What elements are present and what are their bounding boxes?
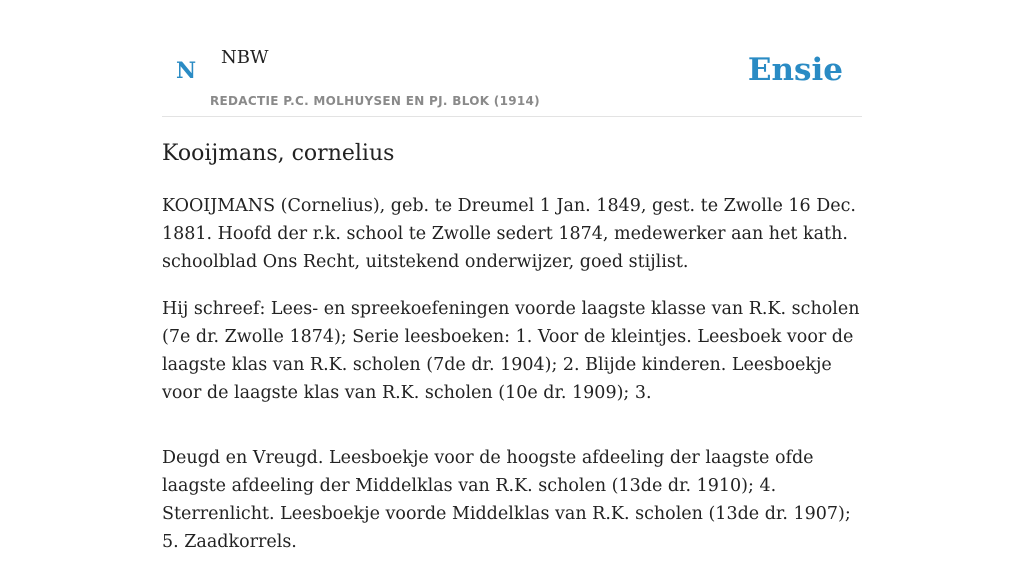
brand-logo-link[interactable]: Ensie: [747, 52, 843, 88]
article-paragraph: Hij schreef: Lees- en spreekoefeningen voorde laagste klasse van R.K. scholen (7e dr. Zwolle 1874); Serie leesboeken: 1. Voor de kleintjes. Leesboek voor de laagste klas van R.K. scholen (7de dr. 1904); 2. Blijde kinderen. Leesboekje voor de laagste klas van R.K. scholen (10e dr. 1909); 3.: [162, 299, 860, 403]
source-name[interactable]: NBW: [221, 47, 269, 68]
article-paragraph: KOOIJMANS (Cornelius), geb. te Dreumel 1 Jan. 1849, gest. te Zwolle 16 Dec. 1881. Hoofd der r.k. school te Zwolle sedert 1874, medewerker aan het kath. schoolblad Ons Recht, uitstekend onderwijzer, goed stijlist.: [162, 196, 856, 272]
source-logo[interactable]: N: [176, 58, 197, 84]
article-body: [162, 192, 862, 575]
source-subtitle: REDACTIE P.C. MOLHUYSEN EN PJ. BLOK (1914): [210, 94, 540, 108]
article-paragraph: Deugd en Vreugd. Leesboekje voor de hoogste afdeeling der laagste ofde laagste afdeeling der Middelklas van R.K. scholen (13de dr. 1910); 4. Sterrenlicht. Leesboekje voorde Middelklas van R.K. scholen (13de dr. 1907); 5. Zaadkorrels.: [162, 448, 851, 552]
article-title: Kooijmans, cornelius: [162, 141, 395, 166]
source-header: [162, 0, 862, 117]
